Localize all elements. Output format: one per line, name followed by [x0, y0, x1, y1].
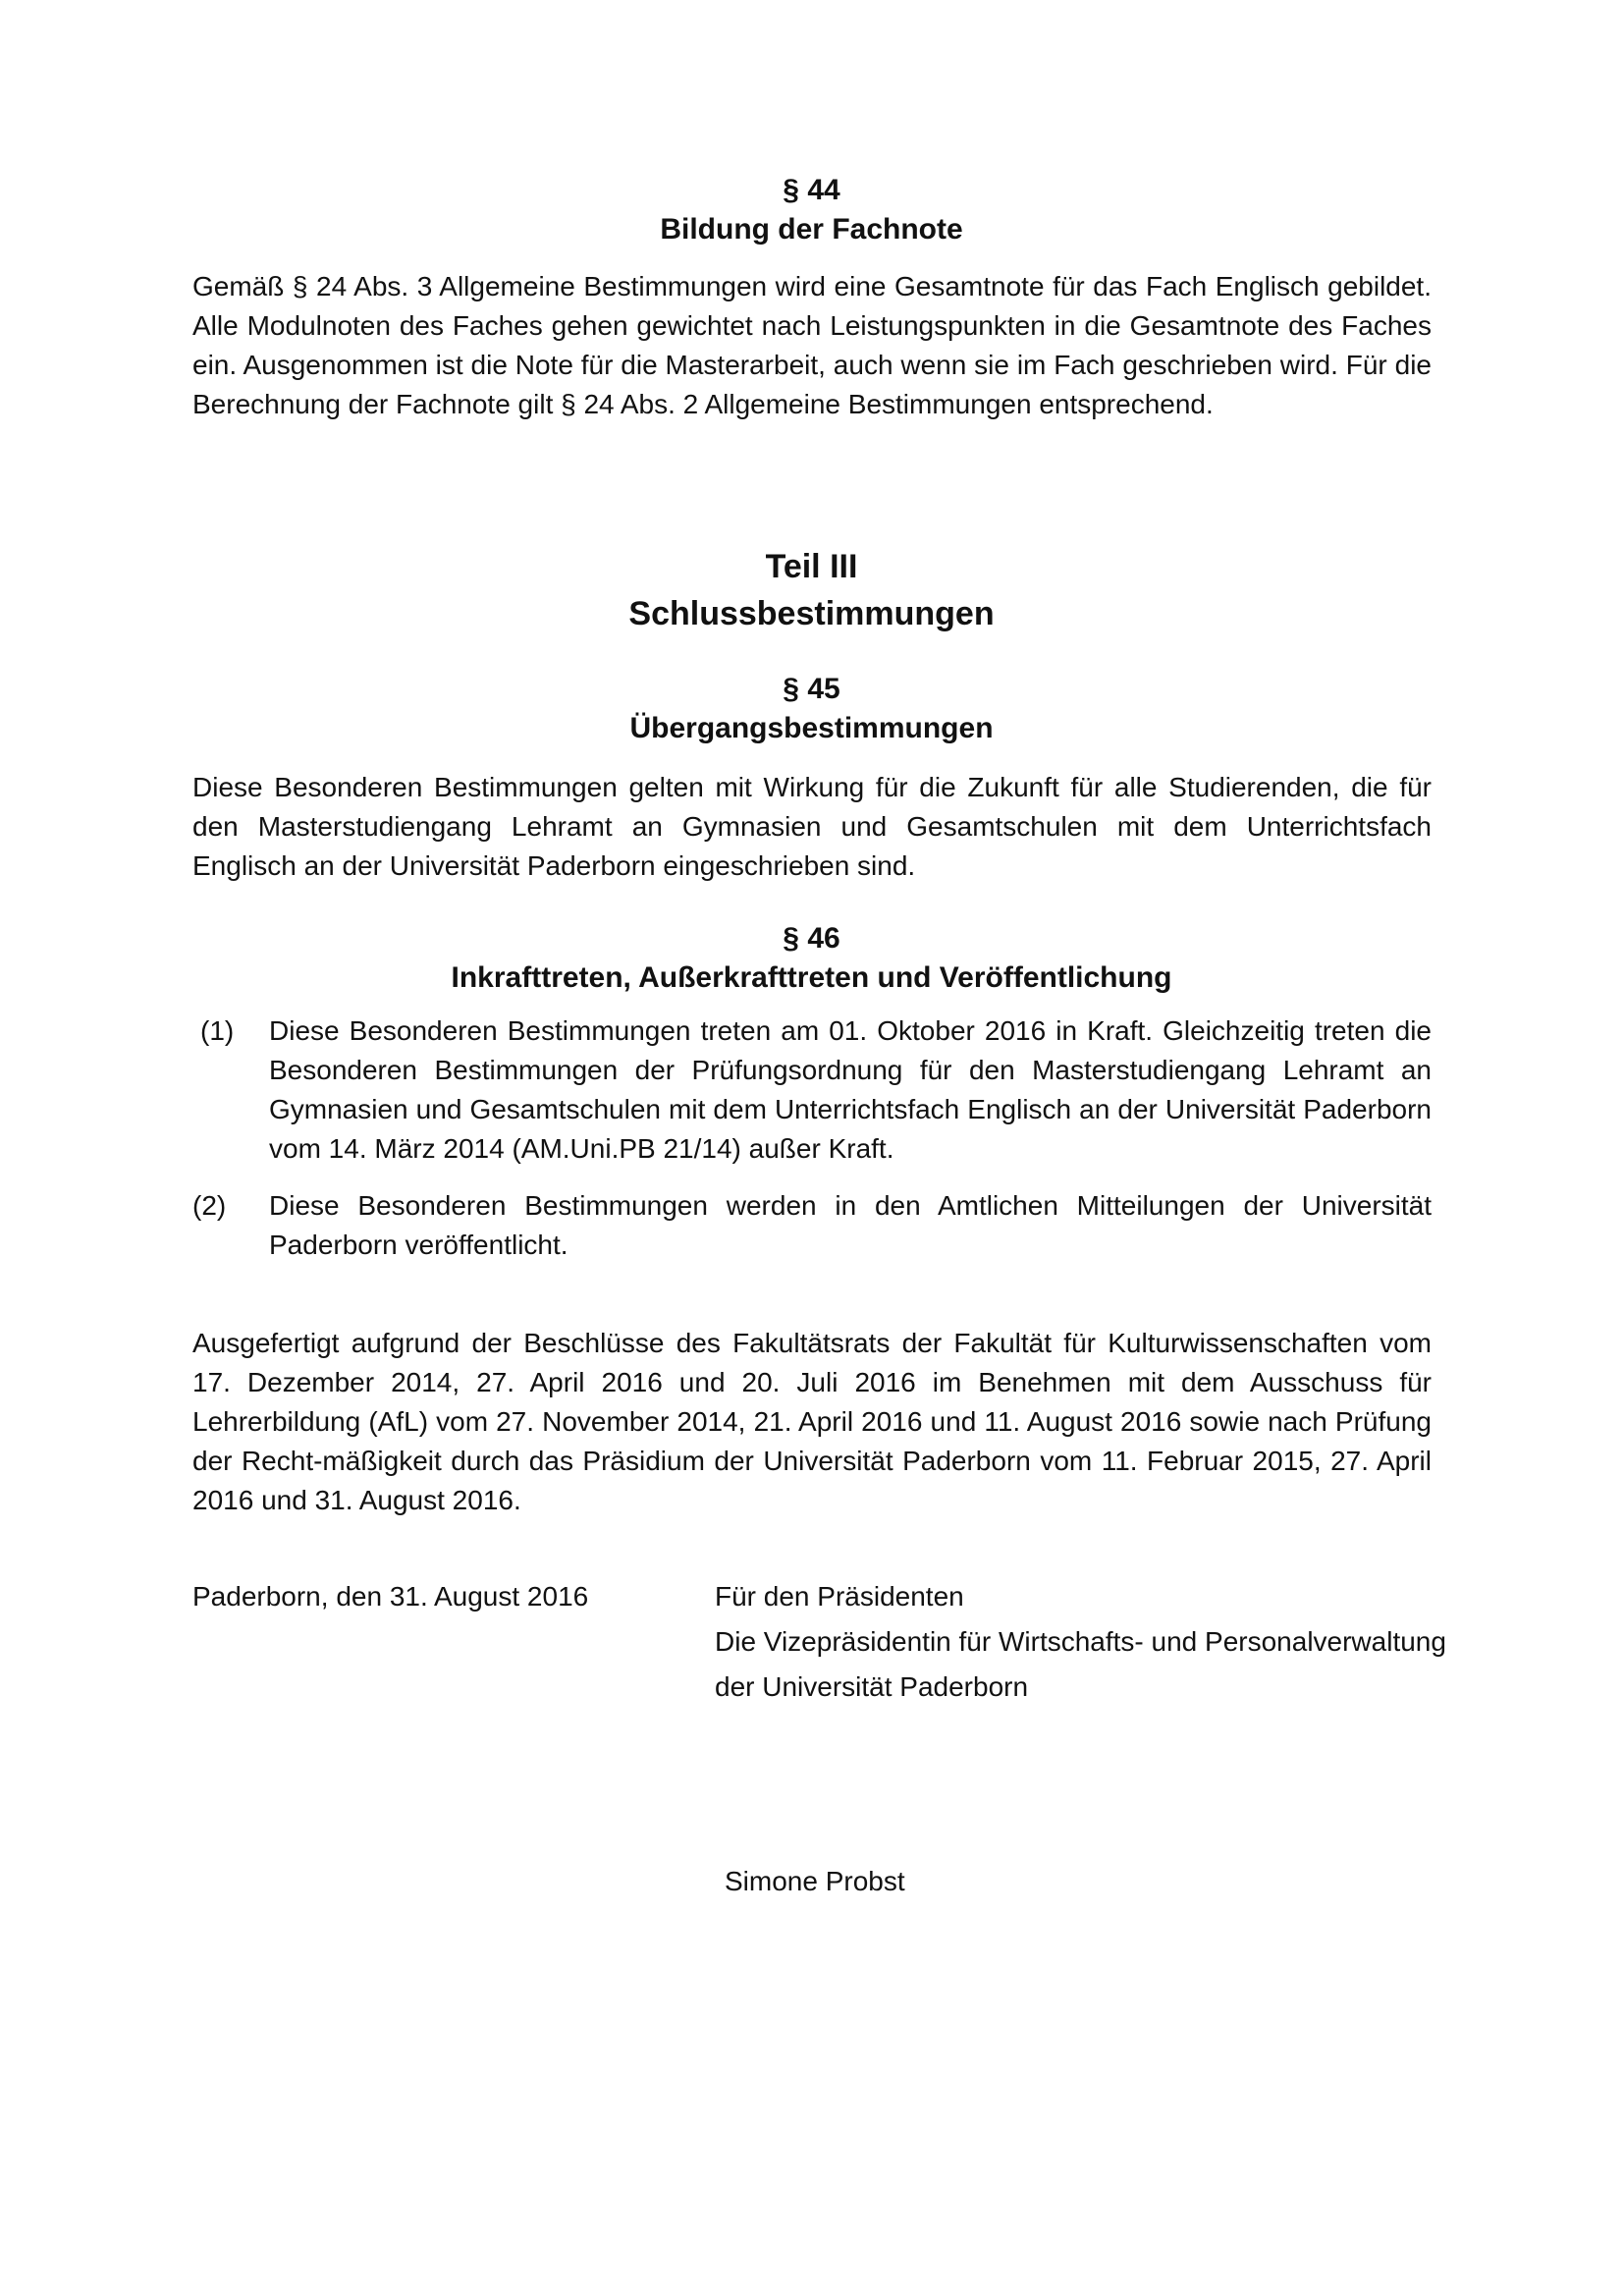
section-46-number: § 46	[783, 922, 840, 955]
section-44-number: § 44	[783, 174, 840, 206]
signatory-line-3: der Universität Paderborn	[715, 1671, 1029, 1702]
place-date: Paderborn, den 31. August 2016	[192, 1581, 589, 1612]
list-item-number: (1)	[200, 1015, 235, 1046]
issuance-statement: Ausgefertigt aufgrund der Beschlüsse des Fakultätsrats der Fakultät für Kulturwissenschaften vom 17. Dezember 2014, 27. April 2016 und 20. Juli 2016 im Benehmen mit dem Ausschuss für Lehrerbildung (AfL) vom 27. November 2014, 21. April 2016 und 11. August 2016 sowie nach Prüfung der Recht-mäßigkeit durch das Präsidium der Universität Paderborn vom 11. Februar 2015, 27. April 2016 und 31. August 2016.	[192, 1328, 1432, 1515]
part-3-title: Schlussbestimmungen	[628, 595, 995, 632]
section-44-body: Gemäß § 24 Abs. 3 Allgemeine Bestimmungen wird eine Gesamtnote für das Fach Englisch gebildet. Alle Modulnoten des Faches gehen gewichtet nach Leistungspunkten in die Gesamtnote des Faches ein. Ausgenommen ist die Note für die Masterarbeit, auch wenn sie im Fach geschrieben wird. Für die Berechnung der Fachnote gilt § 24 Abs. 2 Allgemeine Bestimmungen entsprechend.	[192, 271, 1432, 419]
signatory-line-2: Die Vizepräsidentin für Wirtschafts- und Personalverwaltung	[715, 1626, 1446, 1657]
section-44-title: Bildung der Fachnote	[660, 213, 963, 246]
section-45-number: § 45	[783, 673, 840, 705]
list-item-number: (2)	[192, 1190, 227, 1221]
list-item-text: Diese Besonderen Bestimmungen treten am 01. Oktober 2016 in Kraft. Gleichzeitig treten die Besonderen Bestimmungen der Prüfungsordnung für den Masterstudiengang Lehramt an Gymnasien und Gesamtschulen mit dem Unterrichtsfach Englisch an der Universität Paderborn vom 14. März 2014 (AM.Uni.PB 21/14) außer Kraft.	[269, 1015, 1432, 1164]
list-item-text: Diese Besonderen Bestimmungen werden in den Amtlichen Mitteilungen der Universität Paderborn veröffentlicht.	[269, 1190, 1432, 1260]
section-45-title: Übergangsbestimmungen	[629, 712, 994, 744]
part-3-label: Teil III	[765, 548, 858, 585]
section-45-body: Diese Besonderen Bestimmungen gelten mit Wirkung für die Zukunft für alle Studierenden, die für den Masterstudiengang Lehramt an Gymnasien und Gesamtschulen mit dem Unterrichtsfach Englisch an der Universität Paderborn eingeschrieben sind.	[192, 772, 1432, 881]
signatory-name: Simone Probst	[725, 1866, 905, 1896]
section-46-title: Inkrafttreten, Außerkrafttreten und Veröffentlichung	[451, 961, 1172, 994]
signatory-line-1: Für den Präsidenten	[715, 1581, 964, 1612]
